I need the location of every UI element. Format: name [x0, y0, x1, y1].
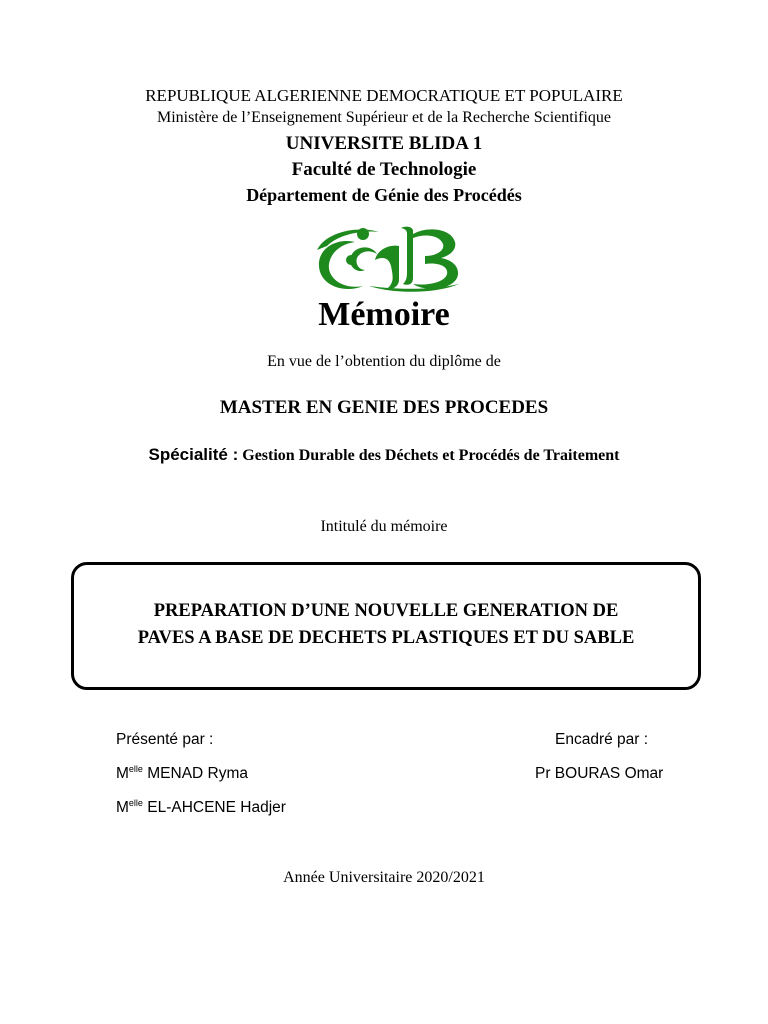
department-name: Département de Génie des Procédés: [246, 185, 522, 205]
student-prefix-superscript: elle: [128, 764, 143, 774]
supervisor-name: Pr BOURAS Omar: [535, 765, 664, 782]
student-prefix: M: [116, 765, 129, 782]
republic-heading: REPUBLIQUE ALGERIENNE DEMOCRATIQUE ET POPULAIRE: [145, 86, 623, 105]
faculty-name: Faculté de Technologie: [291, 159, 477, 180]
academic-year: Année Universitaire 2020/2021: [283, 869, 485, 886]
thesis-title-box: [71, 562, 701, 690]
ministry-heading: Ministère de l’Enseignement Supérieur et de la Recherche Scientifique: [156, 109, 612, 126]
presented-by-label: Présenté par :: [116, 731, 214, 748]
thesis-title-line-1: PREPARATION D’UNE NOUVELLE GENERATION DE: [153, 601, 619, 621]
student-name: MENAD Ryma: [147, 765, 249, 782]
speciality-value: Gestion Durable des Déchets et Procédés de Traitement: [242, 447, 620, 464]
student-prefix: M: [116, 799, 129, 816]
university-name: UNIVERSITE BLIDA 1: [285, 133, 483, 154]
student-prefix-superscript: elle: [128, 798, 143, 808]
student-name-1: [116, 765, 248, 783]
speciality-line: [0, 445, 768, 465]
document-type: Mémoire: [318, 296, 450, 333]
supervised-by-label: Encadré par :: [555, 731, 649, 748]
student-name-2: [116, 799, 286, 817]
student-name: EL-AHCENE Hadjer: [147, 799, 286, 816]
university-logo-icon: [305, 220, 465, 295]
thesis-title-line-2: PAVES A BASE DE DECHETS PLASTIQUES ET DU SABLE: [137, 628, 635, 648]
degree-name: MASTER EN GENIE DES PROCEDES: [219, 397, 549, 418]
degree-purpose: En vue de l’obtention du diplôme de: [267, 353, 501, 370]
thesis-title-label: Intitulé du mémoire: [320, 518, 448, 535]
speciality-label: Spécialité :: [148, 445, 239, 464]
